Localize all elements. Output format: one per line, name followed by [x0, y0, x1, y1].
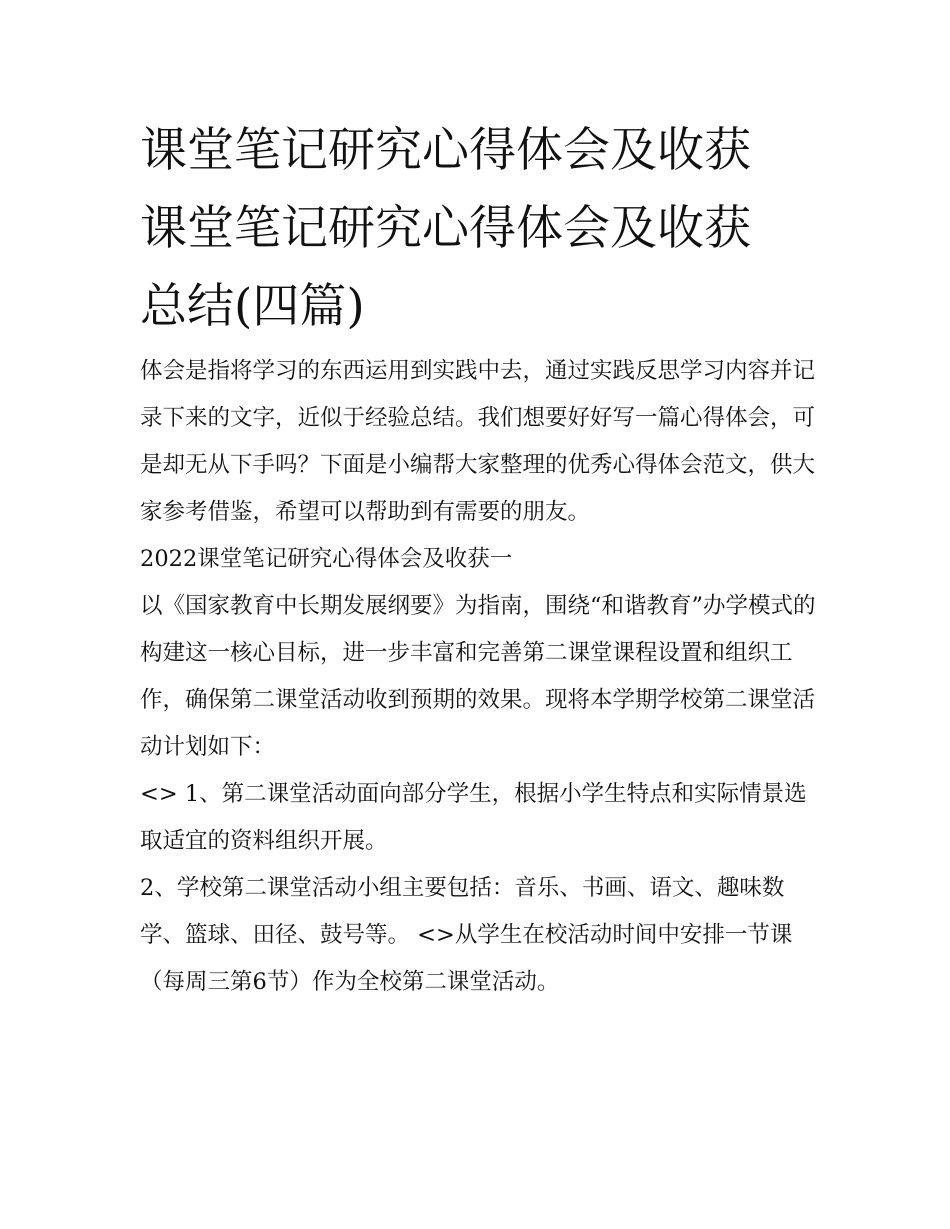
section-heading: 2022课堂笔记研究心得体会及收获一 — [140, 546, 513, 572]
intro-paragraph: 体会是指将学习的东西运用到实践中去，通过实践反思学习内容并记录下来的文字，近似于经验总结。我们想要好好写一篇心得体会，可是却无从下手吗？下面是小编帮大家整理的优秀心得体会范文，供大家参考借鉴，希望可以帮助到有需要的朋友。 — [140, 358, 816, 525]
title-line-1: 课堂笔记研究心得体会及收获 — [140, 123, 751, 178]
document-title — [140, 112, 820, 346]
title-line-3: 总结(四篇) — [140, 279, 365, 334]
document-page — [140, 112, 820, 1006]
body-paragraph-1: 以《国家教育中长期发展纲要》为指南，围绕“和谐教育”办学模式的构建这一核心目标，进一步丰富和完善第二课堂课程设置和组织工作，确保第二课堂活动收到预期的效果。现将本学期学校第二课堂活动计划如下： — [140, 593, 816, 760]
body-paragraph-2: <> 1、第二课堂活动面向部分学生，根据小学生特点和实际情景选取适宜的资料组织开展。 — [140, 781, 807, 854]
title-line-2: 课堂笔记研究心得体会及收获 — [140, 201, 751, 256]
body-paragraph-3: 2、学校第二课堂活动小组主要包括：音乐、书画、语文、趣味数学、篮球、田径、鼓号等。 <>从学生在校活动时间中安排一节课（每周三第6节）作为全校第二课堂活动。 — [140, 875, 793, 995]
